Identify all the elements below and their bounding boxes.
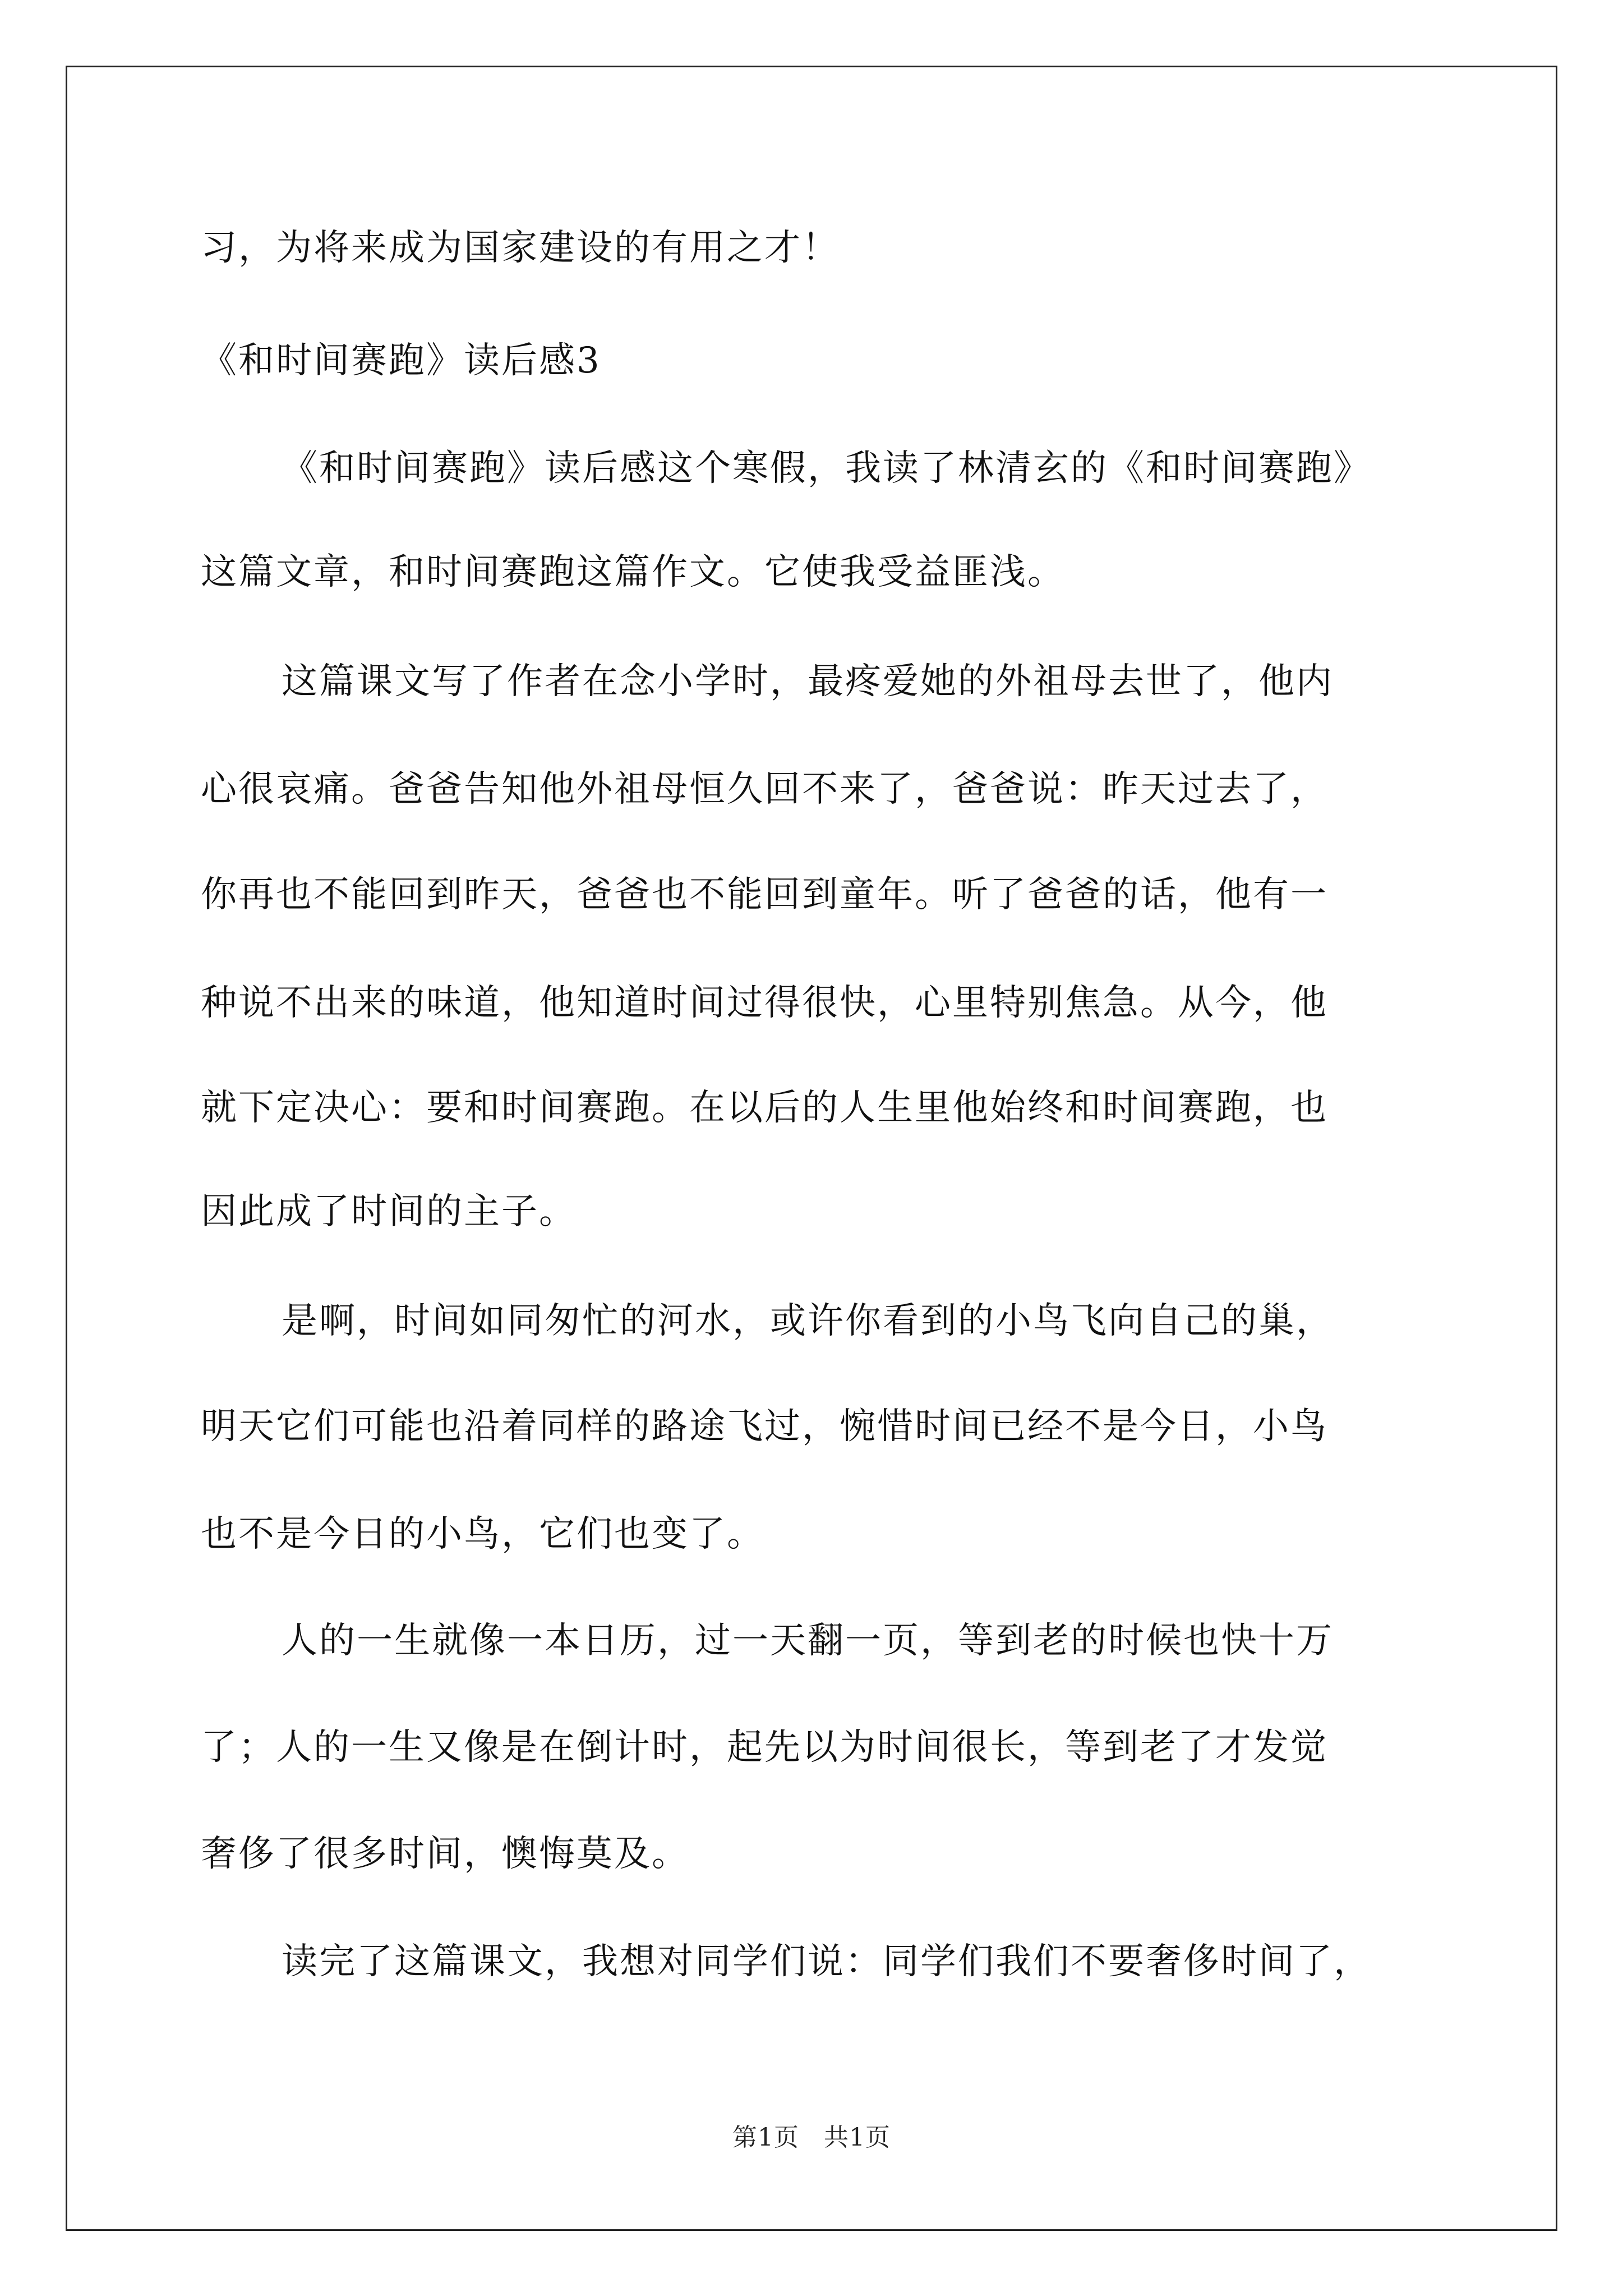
page-total: 共1页 xyxy=(824,2123,891,2152)
text-line: 了；人的一生又像是在倒计时，起先以为时间很长，等到老了才发觉 xyxy=(201,1727,1328,1768)
text-line: 这篇课文写了作者在念小学时，最疼爱她的外祖母去世了，他内 xyxy=(282,661,1334,702)
page-number: 第1页 xyxy=(732,2123,799,2152)
page-footer xyxy=(0,2122,1623,2154)
text-line: 《和时间赛跑》读后感这个寒假，我读了林清玄的《和时间赛跑》 xyxy=(282,448,1371,489)
page-border xyxy=(66,66,1557,2231)
text-line: 就下定决心：要和时间赛跑。在以后的人生里他始终和时间赛跑，也 xyxy=(201,1087,1328,1129)
text-line: 习，为将来成为国家建设的有用之才！ xyxy=(201,227,840,269)
text-line: 也不是今日的小鸟，它们也变了。 xyxy=(201,1513,764,1555)
text-line: 种说不出来的味道，他知道时间过得很快，心里特别焦急。从今，他 xyxy=(201,982,1328,1024)
text-line: 你再也不能回到昨天，爸爸也不能回到童年。听了爸爸的话，他有一 xyxy=(201,874,1328,915)
text-line: 奢侈了很多时间，懊悔莫及。 xyxy=(201,1833,689,1875)
text-line: 因此成了时间的主子。 xyxy=(201,1191,577,1232)
text-line: 心很哀痛。爸爸告知他外祖母恒久回不来了，爸爸说：昨天过去了， xyxy=(201,769,1328,810)
text-line: 这篇文章，和时间赛跑这篇作文。它使我受益匪浅。 xyxy=(201,551,1065,593)
text-line: 人的一生就像一本日历，过一天翻一页，等到老的时候也快十万 xyxy=(282,1620,1334,1662)
text-line: 明天它们可能也沿着同样的路途飞过，惋惜时间已经不是今日，小鸟 xyxy=(201,1406,1328,1447)
section-title: 《和时间赛跑》读后感3 xyxy=(201,340,601,381)
text-line: 是啊，时间如同匆忙的河水，或许你看到的小鸟飞向自己的巢， xyxy=(282,1300,1334,1342)
text-line: 读完了这篇课文，我想对同学们说：同学们我们不要奢侈时间了， xyxy=(282,1941,1371,1982)
